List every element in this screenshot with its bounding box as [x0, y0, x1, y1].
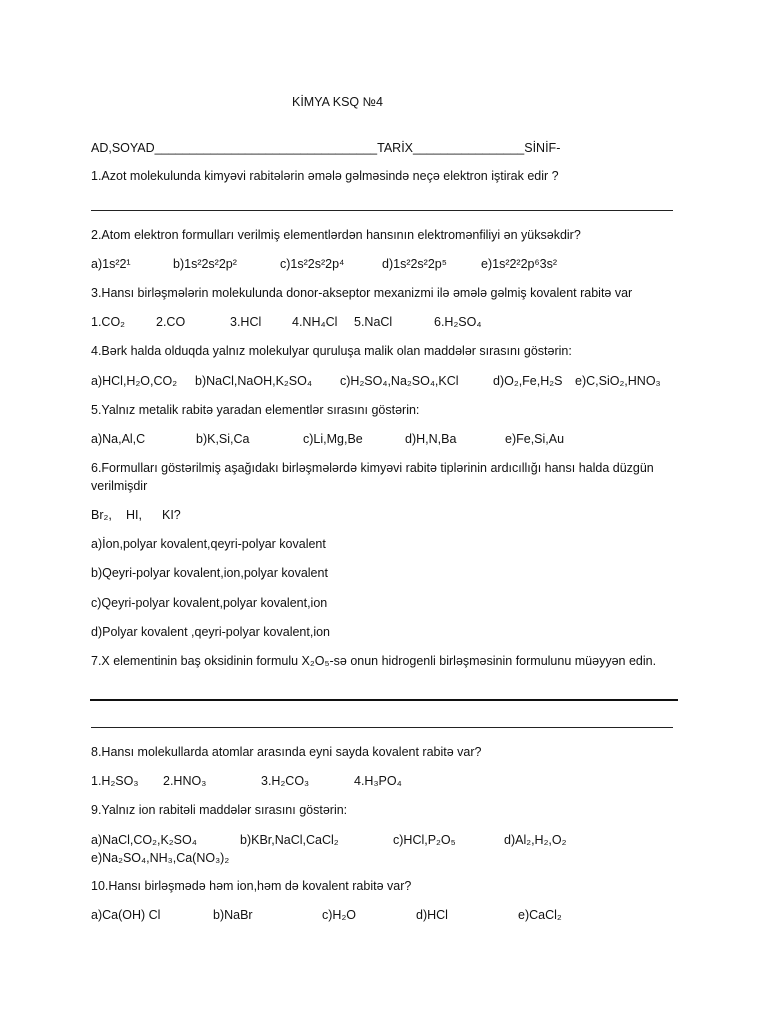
q6-option-b: b)Qeyri-polyar kovalent,ion,polyar kovalent [91, 566, 328, 580]
q8-option-1: 1.H₂SO₃ [91, 774, 139, 788]
q6-compound-3: KI? [162, 508, 181, 522]
q8-option-4: 4.H₃PO₄ [354, 774, 402, 788]
question-4: 4.Bərk halda olduqda yalnız molekulyar quruluşa malik olan maddələr sırasını göstərin: [91, 344, 572, 358]
q5-option-c: c)Li,Mg,Be [303, 432, 363, 446]
q5-option-d: d)H,N,Ba [405, 432, 457, 446]
answer-line-q7-b [91, 727, 673, 728]
q8-option-3: 3.H₂CO₃ [261, 774, 310, 788]
question-8: 8.Hansı molekullarda atomlar arasında eyni sayda kovalent rabitə var? [91, 745, 482, 759]
q6-option-a: a)İon,polyar kovalent,qeyri-polyar kovalent [91, 537, 326, 551]
answer-line-q7-a [90, 699, 678, 701]
q5-option-a: a)Na,Al,C [91, 432, 146, 446]
q6-compound-2: HI, [126, 508, 142, 522]
question-2: 2.Atom elektron formulları verilmiş elementlərdən hansının elektromənfiliyi ən yüksəkdir? [91, 228, 581, 242]
q6-compound-1: Br₂, [91, 508, 112, 522]
question-6-line-2: verilmişdir [91, 479, 148, 493]
q10-option-c: c)H₂O [322, 908, 357, 922]
q3-option-1: 1.CO₂ [91, 315, 126, 329]
question-7: 7.X elementinin baş oksidinin formulu X₂O₅-sə onun hidrogenli birləşməsinin formulunu müəyyən edin. [91, 654, 657, 668]
q9-option-e: e)Na₂SO₄,NH₃,Ca(NO₃)₂ [91, 851, 230, 865]
q9-option-d: d)Al₂,H₂,O₂ [504, 833, 567, 847]
q3-option-4: 4.NH₄Cl [292, 315, 338, 329]
q3-option-6: 6.H₂SO₄ [434, 315, 482, 329]
question-6-line-1: 6.Formulları göstərilmiş aşağıdakı birləşmələrdə kimyəvi rabitə tiplərinin ardıcıllığı hansı halda düzgün [91, 461, 654, 475]
q9-option-a: a)NaCl,CO₂,K₂SO₄ [91, 833, 197, 847]
question-5: 5.Yalnız metalik rabitə yaradan elementlər sırasını göstərin: [91, 403, 420, 417]
q4-option-c: c)H₂SO₄,Na₂SO₄,KCl [340, 374, 459, 388]
q4-option-e: e)C,SiO₂,HNO₃ [575, 374, 661, 388]
q3-option-3: 3.HCl [230, 315, 262, 329]
q2-option-e: e)1s²2²2p⁶3s² [481, 257, 558, 271]
q4-option-b: b)NaCl,NaOH,K₂SO₄ [195, 374, 312, 388]
q6-option-d: d)Polyar kovalent ,qeyri-polyar kovalent,ion [91, 625, 331, 639]
question-1: 1.Azot molekulunda kimyəvi rabitələrin əmələ gəlməsində neçə elektron iştirak edir ? [91, 169, 559, 183]
q3-option-2: 2.CO [156, 315, 186, 329]
q2-option-b: b)1s²2s²2p² [173, 257, 237, 271]
q2-option-a: a)1s²2¹ [91, 257, 131, 271]
q10-option-b: b)NaBr [213, 908, 253, 922]
question-9: 9.Yalnız ion rabitəli maddələr sırasını göstərin: [91, 803, 348, 817]
q9-option-b: b)KBr,NaCl,CaCl₂ [240, 833, 339, 847]
q2-option-d: d)1s²2s²2p⁵ [382, 257, 447, 271]
q10-option-e: e)CaCl₂ [518, 908, 562, 922]
question-10: 10.Hansı birləşmədə həm ion,həm də kovalent rabitə var? [91, 879, 412, 893]
worksheet-title: KİMYA KSQ №4 [292, 95, 383, 109]
q6-option-c: c)Qeyri-polyar kovalent,polyar kovalent,ion [91, 596, 328, 610]
q2-option-c: c)1s²2s²2p⁴ [280, 257, 345, 271]
q8-option-2: 2.HNO₃ [163, 774, 207, 788]
q4-option-d: d)O₂,Fe,H₂S [493, 374, 563, 388]
question-3: 3.Hansı birləşmələrin molekulunda donor-akseptor mexanizmi ilə əmələ gəlmiş kovalent rabitə var [91, 286, 633, 300]
q5-option-e: e)Fe,Si,Au [505, 432, 565, 446]
q3-option-5: 5.NaCl [354, 315, 393, 329]
name-date-class-line: AD,SOYAD________________________________TARİX________________SİNİF- [91, 141, 561, 155]
q9-option-c: c)HCl,P₂O₅ [393, 833, 456, 847]
q10-option-a: a)Ca(OH) Cl [91, 908, 161, 922]
q10-option-d: d)HCl [416, 908, 448, 922]
q4-option-a: a)HCl,H₂O,CO₂ [91, 374, 178, 388]
q5-option-b: b)K,Si,Ca [196, 432, 250, 446]
answer-line-q1 [91, 210, 673, 211]
